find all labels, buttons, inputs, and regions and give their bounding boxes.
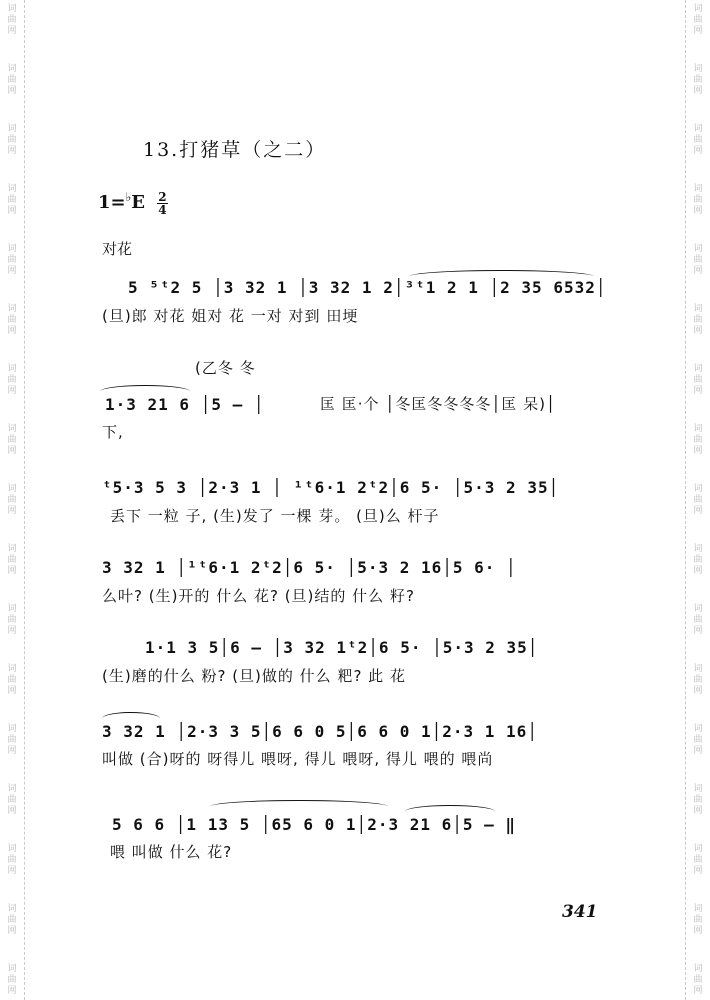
- slur-arc: [100, 385, 190, 398]
- watermark-text: 词 曲 网: [7, 484, 17, 516]
- watermark-text: 词 曲 网: [693, 664, 703, 696]
- watermark-text: 词 曲 网: [7, 304, 17, 336]
- section-label: 对花: [102, 240, 133, 258]
- watermark-text: 词 曲 网: [693, 244, 703, 276]
- percussion-line: 匡 匡·个 │冬匡冬冬冬冬│匡 呆)│: [320, 395, 557, 413]
- slur-arc: [210, 800, 388, 813]
- notation-line-6: 3 32 1 │2·3 3 5│6 6 0 5│6 6 0 1│2·3 1 16│: [102, 722, 538, 741]
- lyrics-line-6: 叫做 (合)呀的 呀得儿 喂呀, 得儿 喂呀, 得儿 喂的 喂尚: [102, 750, 494, 768]
- watermark-text: 词 曲 网: [693, 784, 703, 816]
- watermark-text: 词 曲 网: [7, 4, 17, 36]
- lyrics-line-7: 喂 叫做 什么 花?: [110, 843, 233, 861]
- lyrics-line-1: (旦)郎 对花 姐对 花 一对 对到 田埂: [102, 307, 359, 325]
- notation-line-7: 5 6 6 │1 13 5 │65 6 0 1│2·3 21 6│5 — ‖: [112, 815, 517, 834]
- watermark-text: 词 曲 网: [7, 964, 17, 996]
- watermark-text: 词 曲 网: [7, 904, 17, 936]
- page-number: 341: [562, 902, 598, 922]
- watermark-text: 词 曲 网: [693, 4, 703, 36]
- key-signature: [98, 190, 168, 216]
- watermark-text: 词 曲 网: [693, 844, 703, 876]
- watermark-text: 词 曲 网: [7, 184, 17, 216]
- lyrics-line-5: (生)磨的什么 粉? (旦)做的 什么 粑? 此 花: [102, 667, 406, 685]
- watermark-text: 词 曲 网: [693, 724, 703, 756]
- watermark-text: 词 曲 网: [693, 904, 703, 936]
- watermark-text: 词 曲 网: [693, 304, 703, 336]
- watermark-text: 词 曲 网: [693, 184, 703, 216]
- watermark-text: 词 曲 网: [7, 724, 17, 756]
- percussion-intro: (乙冬 冬: [195, 359, 256, 377]
- watermark-text: 词 曲 网: [7, 124, 17, 156]
- watermark-text: 词 曲 网: [7, 844, 17, 876]
- watermark-text: 词 曲 网: [7, 364, 17, 396]
- slur-arc: [102, 712, 160, 725]
- slur-arc: [409, 270, 594, 283]
- watermark-text: 词 曲 网: [693, 64, 703, 96]
- notation-line-1: 5 ⁵ᵗ2 5 │3 32 1 │3 32 1 2│³ᵗ1 2 1 │2 35 6532│: [128, 278, 607, 297]
- lyrics-line-3: 丢下 一粒 子, (生)发了 一棵 芽。 (旦)么 杆子: [110, 507, 440, 525]
- meter-bottom: 4: [158, 202, 167, 217]
- watermark-text: 词 曲 网: [693, 424, 703, 456]
- song-title: 13.打猪草（之二）: [143, 139, 327, 161]
- watermark-text: 词 曲 网: [7, 664, 17, 696]
- watermark-text: 词 曲 网: [693, 604, 703, 636]
- key-note: E: [131, 192, 146, 213]
- watermark-text: 词 曲 网: [693, 364, 703, 396]
- notation-line-3: ᵗ5·3 5 3 │2·3 1 │ ¹ᵗ6·1 2ᵗ2│6 5· │5·3 2 35│: [102, 478, 560, 497]
- watermark-text: 词 曲 网: [7, 424, 17, 456]
- lyrics-line-4: 么叶? (生)开的 什么 花? (旦)结的 什么 籽?: [102, 587, 415, 605]
- watermark-text: 词 曲 网: [693, 544, 703, 576]
- watermark-text: 词 曲 网: [7, 244, 17, 276]
- time-signature: [157, 191, 167, 216]
- watermark-text: 词 曲 网: [7, 604, 17, 636]
- notation-line-2: 1·3 21 6 │5 — │: [105, 395, 265, 414]
- notation-line-5: 1·1 3 5│6 — │3 32 1ᵗ2│6 5· │5·3 2 35│: [145, 638, 539, 657]
- key-label: 1=: [98, 192, 126, 213]
- lyrics-line-2: 下,: [102, 423, 124, 441]
- watermark-text: 词 曲 网: [7, 784, 17, 816]
- watermark-text: 词 曲 网: [693, 484, 703, 516]
- watermark-text: 词 曲 网: [7, 64, 17, 96]
- watermark-text: 词 曲 网: [7, 544, 17, 576]
- watermark-text: 词 曲 网: [693, 124, 703, 156]
- meter-top: 2: [158, 189, 167, 204]
- flat-sign: ♭: [125, 190, 132, 204]
- watermark-text: 词 曲 网: [693, 964, 703, 996]
- notation-line-4: 3 32 1 │¹ᵗ6·1 2ᵗ2│6 5· │5·3 2 16│5 6· │: [102, 558, 517, 577]
- slur-arc: [405, 805, 495, 818]
